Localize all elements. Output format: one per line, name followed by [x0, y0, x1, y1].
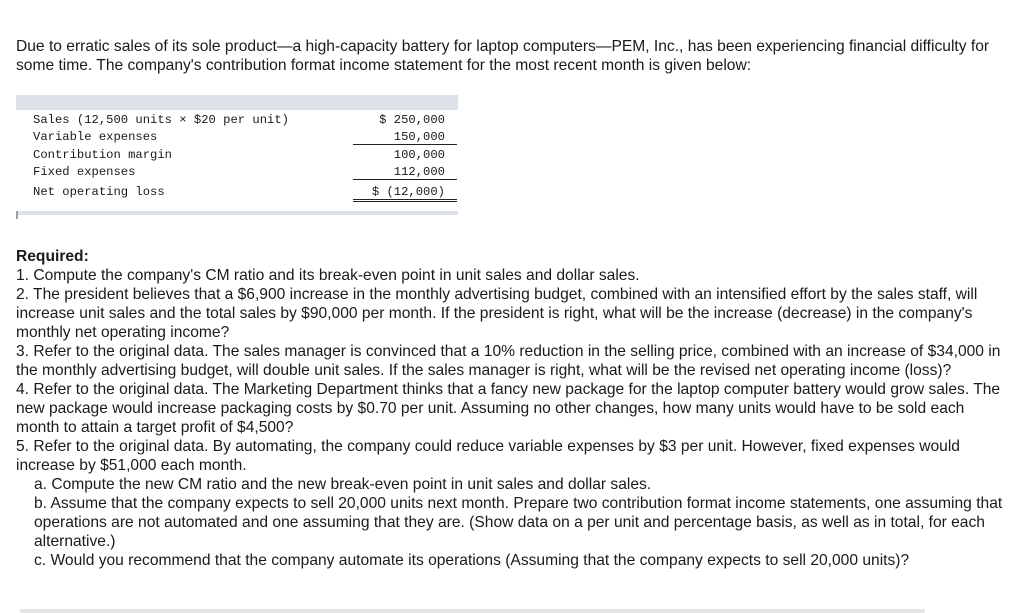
- row-amount: $ 250,000: [379, 113, 445, 127]
- table-row-net-operating-loss: [16, 185, 458, 202]
- required-title: Required:: [16, 248, 89, 265]
- row-amount: 100,000: [393, 148, 445, 162]
- table-header-band: [16, 95, 458, 110]
- row-label: Contribution margin: [33, 148, 172, 162]
- income-statement-table: [16, 95, 458, 219]
- requirement-5: 5. Refer to the original data. By automating, the company could reduce variable expenses by $3 per unit. However, fixed expenses would increase by $51,000 each month.: [16, 438, 960, 474]
- requirement-5c: c. Would you recommend that the company automate its operations (Assuming that the company expects to sell 20,000 units)?: [34, 552, 910, 569]
- intro-paragraph: Due to erratic sales of its sole product—a high-capacity battery for laptop computers—PEM, Inc., has been experiencing financial difficulty for some time. The company's contribution format income statement for the most recent month is given below:: [16, 38, 990, 74]
- requirement-1: 1. Compute the company's CM ratio and its break-even point in unit sales and dollar sales.: [16, 267, 640, 284]
- requirement-4: 4. Refer to the original data. The Marketing Department thinks that a fancy new package for the laptop computer battery would grow sales. The new package would increase packaging costs by $0.70 per unit. Assuming no other changes, how many units would have to be sold each month to attain a target profit of $4,500?: [16, 381, 1001, 436]
- row-amount: 150,000: [353, 130, 457, 145]
- row-amount: 112,000: [353, 165, 457, 180]
- requirement-5b: b. Assume that the company expects to sell 20,000 units next month. Prepare two contribution format income statements, one assuming that operations are not automated and one assuming that they are. (Show data on a per unit and percentage basis, as well as in total, for each alternative.): [34, 495, 1003, 550]
- requirement-5a: a. Compute the new CM ratio and the new break-even point in unit sales and dollar sales.: [34, 476, 652, 493]
- required-section: [16, 247, 1011, 570]
- table-row-sales: [16, 113, 458, 130]
- requirement-3: 3. Refer to the original data. The sales manager is convinced that a 10% reduction in the selling price, combined with an increase of $34,000 in the monthly advertising budget, will double unit sales. If the sales manager is right, what will be the revised net operating income (loss)?: [16, 343, 1001, 379]
- row-label: Variable expenses: [33, 130, 158, 144]
- table-row-fixed-expenses: [16, 165, 458, 182]
- table-footer-edge: [16, 211, 18, 219]
- row-amount: $ (12,000): [353, 185, 457, 202]
- table-row-contribution-margin: [16, 148, 458, 165]
- table-row-variable-expenses: [16, 130, 458, 147]
- bottom-divider: [20, 609, 925, 613]
- row-label: Fixed expenses: [33, 165, 136, 179]
- row-label: Net operating loss: [33, 185, 165, 199]
- table-footer-band: [16, 211, 458, 215]
- row-label: Sales (12,500 units × $20 per unit): [33, 113, 289, 127]
- requirement-2: 2. The president believes that a $6,900 increase in the monthly advertising budget, combined with an intensified effort by the sales staff, will increase unit sales and the total sales by $90,000 per month. If the president is right, what will be the increase (decrease) in the company's monthly net operating income?: [16, 286, 978, 341]
